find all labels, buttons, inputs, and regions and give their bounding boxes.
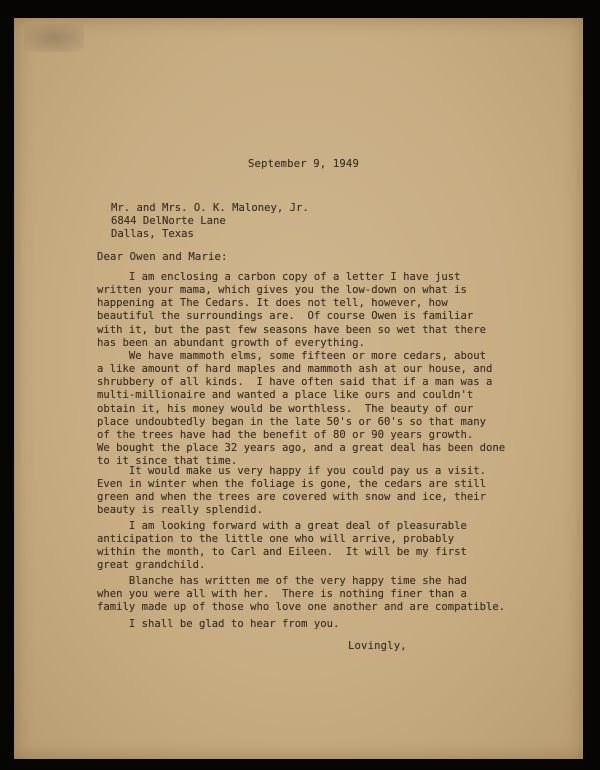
paragraph-line: beautiful the surroundings are. Of course Owen is familiar — [97, 310, 474, 323]
paragraph-line: anticipation to the little one who will arrive, probably — [97, 533, 455, 546]
paragraph-line: place undoubtedly began in the late 50's or 60's so that many — [97, 415, 487, 428]
salutation: Dear Owen and Marie: — [97, 251, 228, 263]
paragraph-line: Even in winter when the foliage is gone, the cedars are still — [97, 478, 487, 491]
paragraph-line: with it, but the past few seasons have been so wet that there — [97, 323, 487, 336]
paragraph-line: of the trees have had the benefit of 80 or 90 years growth. — [97, 428, 474, 441]
paragraph-line: I am looking forward with a great deal of pleasurable — [97, 520, 467, 532]
paragraph-line: shrubbery of all kinds. I have often said that if a man was a — [97, 376, 493, 389]
paragraph-line: We have mammoth elms, some fifteen or more cedars, about — [97, 350, 487, 362]
paragraph-1 — [97, 271, 486, 350]
paper-stain — [24, 24, 84, 52]
paragraph-line: within the month, to Carl and Eileen. It will be my first — [97, 546, 467, 559]
recipient-address — [111, 202, 309, 241]
paragraph-line: written your mama, which gives you the low-down on what is — [97, 284, 467, 297]
paragraph-2 — [97, 350, 505, 468]
paragraph-4 — [97, 520, 467, 573]
address-line: Mr. and Mrs. O. K. Maloney, Jr. — [111, 202, 309, 214]
paragraph-line: has been an abundant growth of everything. — [97, 336, 365, 349]
paragraph-line: multi-millionaire and wanted a place like ours and couldn't — [97, 389, 474, 402]
paragraph-line: It would make us very happy if you could pay us a visit. — [97, 465, 487, 477]
paragraph-3 — [97, 465, 486, 518]
paragraph-line: I shall be glad to hear from you. — [97, 618, 340, 630]
paragraph-line: We bought the place 32 years ago, and a great deal has been done — [97, 442, 506, 455]
paragraph-5 — [97, 575, 505, 614]
paragraph-line: great grandchild. — [97, 559, 206, 572]
closing: Lovingly, — [348, 640, 407, 652]
paragraph-line: beauty is really splendid. — [97, 504, 263, 517]
address-line: 6844 DelNorte Lane — [111, 215, 226, 228]
paragraph-line: family made up of those who love one another and are compatible. — [97, 601, 506, 614]
paragraph-line: green and when the trees are covered with snow and ice, their — [97, 491, 487, 504]
paragraph-6 — [97, 618, 339, 631]
paragraph-line: to it since that time. — [97, 455, 238, 468]
paragraph-line: I am enclosing a carbon copy of a letter I have just — [97, 271, 461, 283]
paragraph-line: obtain it, his money would be worthless. The beauty of our — [97, 402, 474, 415]
paragraph-line: happening at The Cedars. It does not tell, however, how — [97, 297, 448, 310]
paragraph-line: Blanche has written me of the very happy time she had — [97, 575, 467, 587]
letter-date: September 9, 1949 — [248, 158, 359, 170]
paragraph-line: when you were all with her. There is nothing finer than a — [97, 588, 467, 601]
paragraph-line: a like amount of hard maples and mammoth ash at our house, and — [97, 363, 493, 376]
address-line: Dallas, Texas — [111, 228, 194, 241]
